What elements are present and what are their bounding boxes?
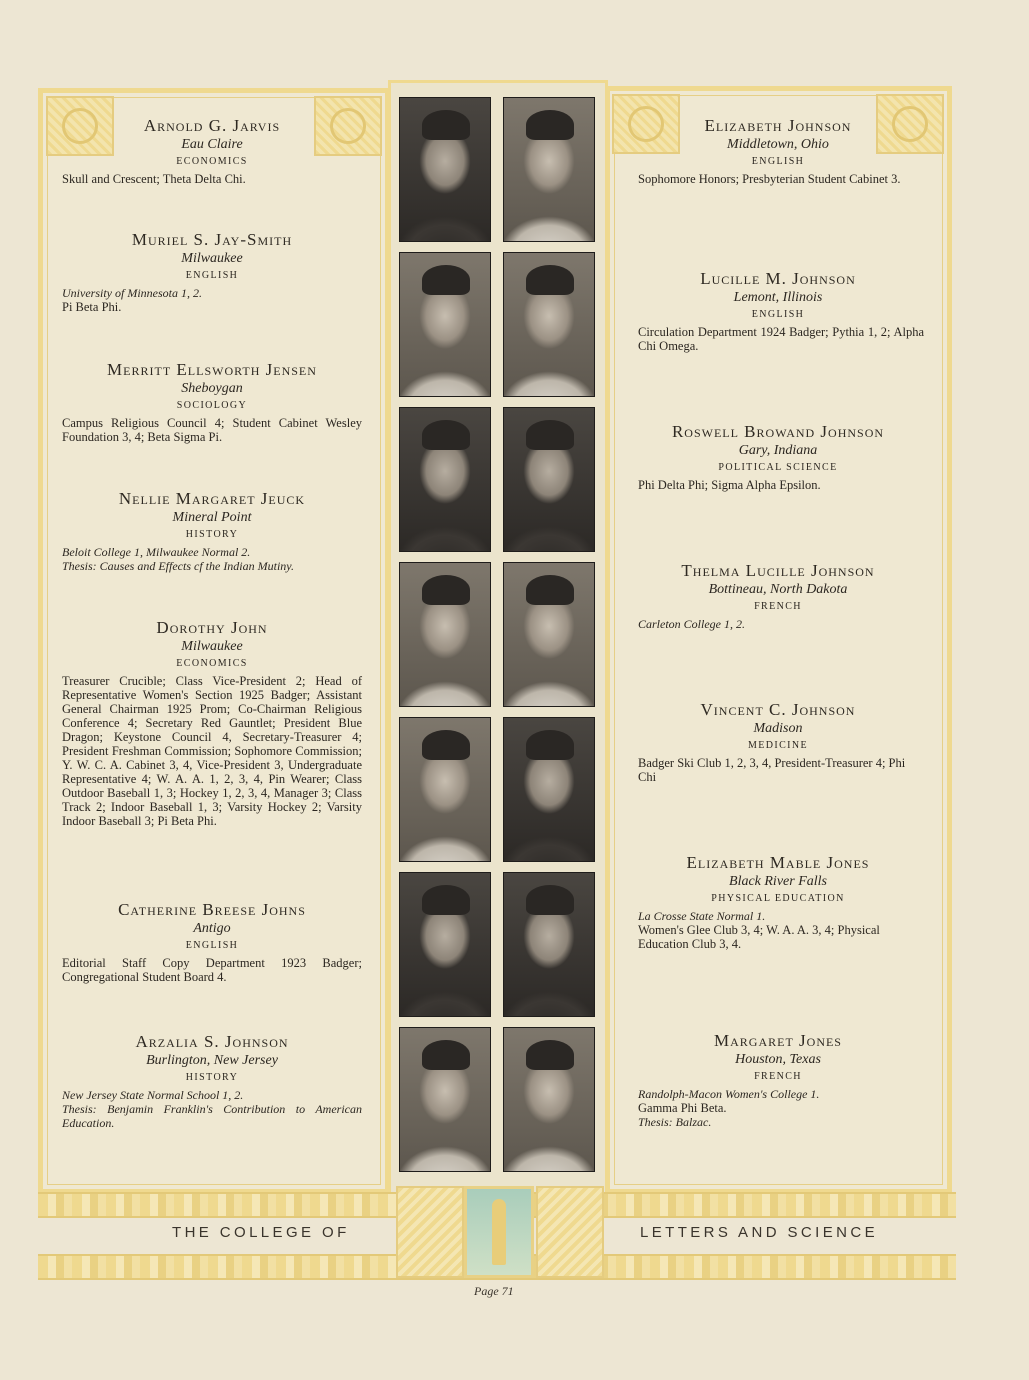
student-activities: Sophomore Honors; Presbyterian Student Cabinet 3. <box>638 172 901 186</box>
student-hometown: Mineral Point <box>172 510 252 525</box>
portrait-photo <box>503 1027 595 1172</box>
student-entry <box>62 230 362 314</box>
student-name: Arnold G. Jarvis <box>143 116 281 135</box>
student-entry <box>62 618 362 828</box>
student-name: Lucille M. Johnson <box>700 269 856 288</box>
footer-title-right: LETTERS AND SCIENCE <box>640 1224 878 1241</box>
emblem-ornament <box>536 1186 604 1278</box>
student-entry <box>62 360 362 444</box>
student-name: Catherine Breese Johns <box>118 900 306 919</box>
right-text-frame <box>605 86 952 1194</box>
portrait-photo <box>399 97 491 242</box>
student-prior-school: La Crosse State Normal 1. <box>638 909 766 923</box>
student-prior-school: New Jersey State Normal School 1, 2. <box>62 1088 244 1102</box>
student-name: Vincent C. Johnson <box>700 700 856 719</box>
student-entry <box>62 900 362 984</box>
student-entry <box>632 116 924 186</box>
student-hometown: Antigo <box>193 921 231 936</box>
student-department: FRENCH <box>754 1071 802 1082</box>
emblem-ornament <box>396 1186 464 1278</box>
student-name: Thelma Lucille Johnson <box>681 561 875 580</box>
student-entry <box>632 561 924 631</box>
student-prior-school: University of Minnesota 1, 2. <box>62 286 202 300</box>
student-activities: Editorial Staff Copy Department 1923 Badger; Congregational Student Board 4. <box>62 956 362 984</box>
footer-title-left: THE COLLEGE OF <box>172 1224 350 1241</box>
student-entry <box>632 853 924 951</box>
student-department: POLITICAL SCIENCE <box>718 462 838 473</box>
student-department: HISTORY <box>185 1072 239 1083</box>
student-department: ECONOMICS <box>176 658 248 669</box>
student-hometown: Middletown, Ohio <box>727 137 829 152</box>
student-name: Dorothy John <box>156 618 268 637</box>
student-name: Elizabeth Mable Jones <box>686 853 870 872</box>
student-department: ENGLISH <box>751 309 805 320</box>
portrait-photo <box>399 252 491 397</box>
portrait-photo <box>503 717 595 862</box>
student-entry <box>632 1031 924 1129</box>
student-name: Arzalia S. Johnson <box>135 1032 289 1051</box>
student-activities: Women's Glee Club 3, 4; W. A. A. 3, 4; Physical Education Club 3, 4. <box>638 923 880 951</box>
student-prior-school: Beloit College 1, Milwaukee Normal 2. <box>62 545 251 559</box>
portrait-photo <box>399 562 491 707</box>
student-department: SOCIOLOGY <box>176 400 248 411</box>
student-department: FRENCH <box>754 601 802 612</box>
student-entry <box>62 116 362 186</box>
student-department: ENGLISH <box>185 270 239 281</box>
student-name: Muriel S. Jay-Smith <box>131 230 293 249</box>
student-entry <box>632 700 924 784</box>
portrait-photo <box>503 562 595 707</box>
student-hometown: Houston, Texas <box>735 1052 821 1067</box>
portrait-photo <box>399 717 491 862</box>
student-activities: Treasurer Crucible; Class Vice-President 2; Head of Representative Women's Section 1925 Badger; Assistant General Chairman 1925 Prom; Co-Chairman Religious Conference 4; Secretary Red Gauntlet; President Blue Dragon; Keystone Council 4, Secretary-Treasurer 4; President Freshman Commission; Sophomore Commission; Y. W. C. A. Cabinet 3, 4, Vice-President 3, Undergraduate Representative 4; W. A. A. 1, 2, 3, 4, Pin Wearer; Class Outdoor Baseball 1, 3; Hockey 1, 2, 3, 4, Manager 3; Class Track 2; Indoor Baseball 1, 3; Varsity Hockey 2; Varsity Indoor Baseball 3; Pi Beta Phi. <box>62 674 362 828</box>
student-hometown: Lemont, Illinois <box>733 290 823 305</box>
student-hometown: Milwaukee <box>181 251 243 266</box>
student-department: ENGLISH <box>751 156 805 167</box>
student-hometown: Sheboygan <box>181 381 243 396</box>
student-hometown: Eau Claire <box>181 137 243 152</box>
student-entry <box>632 422 924 492</box>
portrait-photo <box>399 407 491 552</box>
student-hometown: Madison <box>753 721 803 736</box>
student-hometown: Milwaukee <box>181 639 243 654</box>
student-department: ENGLISH <box>185 940 239 951</box>
student-activities: Phi Delta Phi; Sigma Alpha Epsilon. <box>638 478 821 492</box>
portrait-photo <box>399 872 491 1017</box>
portrait-photo <box>399 1027 491 1172</box>
student-name: Nellie Margaret Jeuck <box>118 489 306 508</box>
student-department: ECONOMICS <box>176 156 248 167</box>
student-prior-school: Randolph-Macon Women's College 1. <box>638 1087 820 1101</box>
student-department: PHYSICAL EDUCATION <box>711 893 845 904</box>
student-department: HISTORY <box>185 529 239 540</box>
student-entry <box>62 1032 362 1130</box>
student-hometown: Bottineau, North Dakota <box>708 582 848 597</box>
portrait-photo <box>503 252 595 397</box>
student-hometown: Black River Falls <box>729 874 827 889</box>
student-hometown: Burlington, New Jersey <box>146 1053 278 1068</box>
student-name: Merritt Ellsworth Jensen <box>107 360 317 379</box>
student-thesis: Thesis: Balzac. <box>638 1115 712 1129</box>
portrait-photo <box>503 407 595 552</box>
student-activities: Badger Ski Club 1, 2, 3, 4, President-Treasurer 4; Phi Chi <box>638 756 906 784</box>
page-number: Page 71 <box>474 1284 514 1298</box>
student-activities: Skull and Crescent; Theta Delta Chi. <box>62 172 246 186</box>
student-activities: Pi Beta Phi. <box>62 300 122 314</box>
student-name: Roswell Browand Johnson <box>671 422 885 441</box>
student-prior-school: Carleton College 1, 2. <box>638 617 745 631</box>
student-name: Elizabeth Johnson <box>704 116 852 135</box>
student-activities: Gamma Phi Beta. <box>638 1101 727 1115</box>
student-thesis: Thesis: Causes and Effects cf the Indian Mutiny. <box>62 559 294 573</box>
student-hometown: Gary, Indiana <box>738 443 818 458</box>
portrait-photo <box>503 872 595 1017</box>
student-activities: Circulation Department 1924 Badger; Pythia 1, 2; Alpha Chi Omega. <box>638 325 924 353</box>
student-thesis: Thesis: Benjamin Franklin's Contribution to American Education. <box>62 1102 362 1130</box>
student-activities: Campus Religious Council 4; Student Cabinet Wesley Foundation 3, 4; Beta Sigma Pi. <box>62 416 362 444</box>
portrait-photo <box>503 97 595 242</box>
student-department: MEDICINE <box>747 740 809 751</box>
student-entry <box>62 489 362 573</box>
statue-emblem-icon <box>464 1186 534 1278</box>
student-entry <box>632 269 924 353</box>
student-name: Margaret Jones <box>714 1031 842 1050</box>
